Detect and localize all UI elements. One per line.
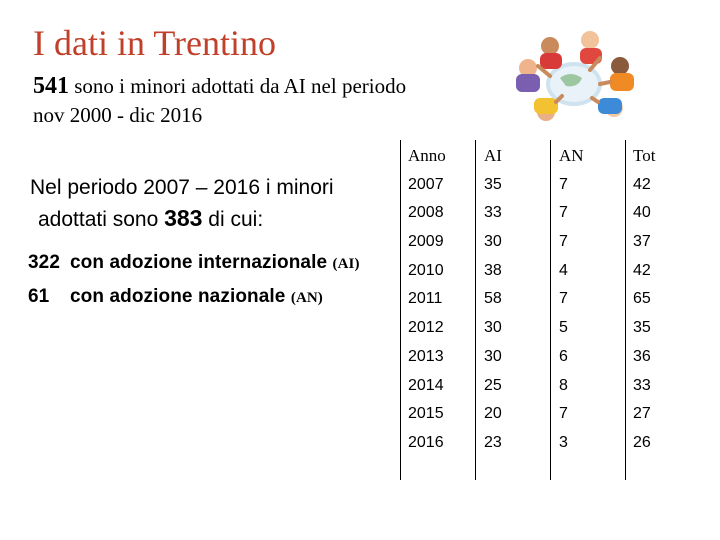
table-cell-tot: 37 — [633, 233, 651, 251]
table-cell-ai: 30 — [484, 319, 502, 337]
table-cell-year: 2011 — [408, 290, 443, 308]
table-cell-ai: 58 — [484, 290, 502, 308]
table-cell-tot: 40 — [633, 204, 651, 222]
table-cell-ai: 25 — [484, 376, 502, 394]
stat-international-number: 322 — [28, 252, 61, 273]
table-cell-tot: 33 — [633, 376, 651, 394]
table-cell-ai: 30 — [484, 347, 502, 365]
table-divider — [400, 140, 401, 480]
period-count: 383 — [164, 205, 203, 231]
table-cell-year: 2013 — [408, 347, 444, 365]
table-divider — [625, 140, 626, 480]
table-cell-ai: 33 — [484, 204, 502, 222]
period-line-2a: adottati sono — [38, 208, 165, 231]
stat-national-number: 61 — [28, 286, 50, 307]
table-cell-tot: 42 — [633, 261, 651, 279]
table-cell-tot: 65 — [633, 290, 651, 308]
table-cell-an: 7 — [559, 204, 568, 222]
stat-international-tag: (AI) — [332, 256, 360, 272]
table-cell-year: 2008 — [408, 204, 444, 222]
table-cell-an: 5 — [559, 319, 568, 337]
period-text — [30, 172, 400, 235]
table-header-tot: Tot — [633, 146, 656, 165]
stat-national — [28, 286, 323, 308]
table-cell-an: 6 — [559, 347, 568, 365]
table-cell-ai: 23 — [484, 433, 502, 451]
table-cell-an: 4 — [559, 261, 568, 279]
table-cell-year: 2014 — [408, 376, 444, 394]
table-divider — [475, 140, 476, 480]
intro-count: 541 — [33, 73, 69, 99]
table-cell-ai: 20 — [484, 405, 502, 423]
table-column-ai — [484, 142, 502, 458]
slide-title: I dati in Trentino — [33, 23, 277, 63]
table-cell-an: 7 — [559, 233, 568, 251]
table-cell-ai: 35 — [484, 175, 502, 193]
intro-text-1: sono i minori adottati da AI nel periodo — [69, 74, 407, 98]
table-cell-tot: 42 — [633, 175, 651, 193]
children-globe-photo — [490, 26, 655, 126]
table-cell-an: 3 — [559, 433, 568, 451]
table-column-year — [408, 142, 446, 458]
table-cell-year: 2015 — [408, 405, 444, 423]
table-cell-an: 8 — [559, 376, 568, 394]
table-cell-tot: 36 — [633, 347, 651, 365]
intro-text-2: nov 2000 - dic 2016 — [33, 103, 203, 127]
stat-national-label: con adozione nazionale — [70, 286, 286, 307]
table-header-year: Anno — [408, 146, 446, 165]
stat-national-tag: (AN) — [290, 290, 323, 306]
table-cell-year: 2010 — [408, 261, 444, 279]
table-column-an — [559, 142, 584, 458]
stat-international-label: con adozione internazionale — [70, 252, 328, 273]
table-header-ai: AI — [484, 146, 502, 165]
intro-text — [33, 72, 473, 130]
table-cell-an: 7 — [559, 175, 568, 193]
period-line-2b: di cui: — [202, 208, 264, 231]
stat-international — [28, 252, 360, 274]
table-cell-year: 2012 — [408, 319, 444, 337]
period-line-2 — [30, 203, 400, 235]
table-header-an: AN — [559, 146, 584, 165]
table-cell-tot: 27 — [633, 405, 651, 423]
table-cell-year: 2007 — [408, 175, 444, 193]
table-cell-tot: 26 — [633, 433, 651, 451]
table-divider — [550, 140, 551, 480]
table-column-tot — [633, 142, 655, 458]
table-cell-ai: 30 — [484, 233, 502, 251]
table-cell-an: 7 — [559, 405, 568, 423]
table-cell-tot: 35 — [633, 319, 651, 337]
table-cell-ai: 38 — [484, 261, 502, 279]
period-line-1: Nel periodo 2007 – 2016 i minori — [30, 176, 334, 199]
table-cell-an: 7 — [559, 290, 568, 308]
table-cell-year: 2016 — [408, 433, 444, 451]
table-cell-year: 2009 — [408, 233, 444, 251]
